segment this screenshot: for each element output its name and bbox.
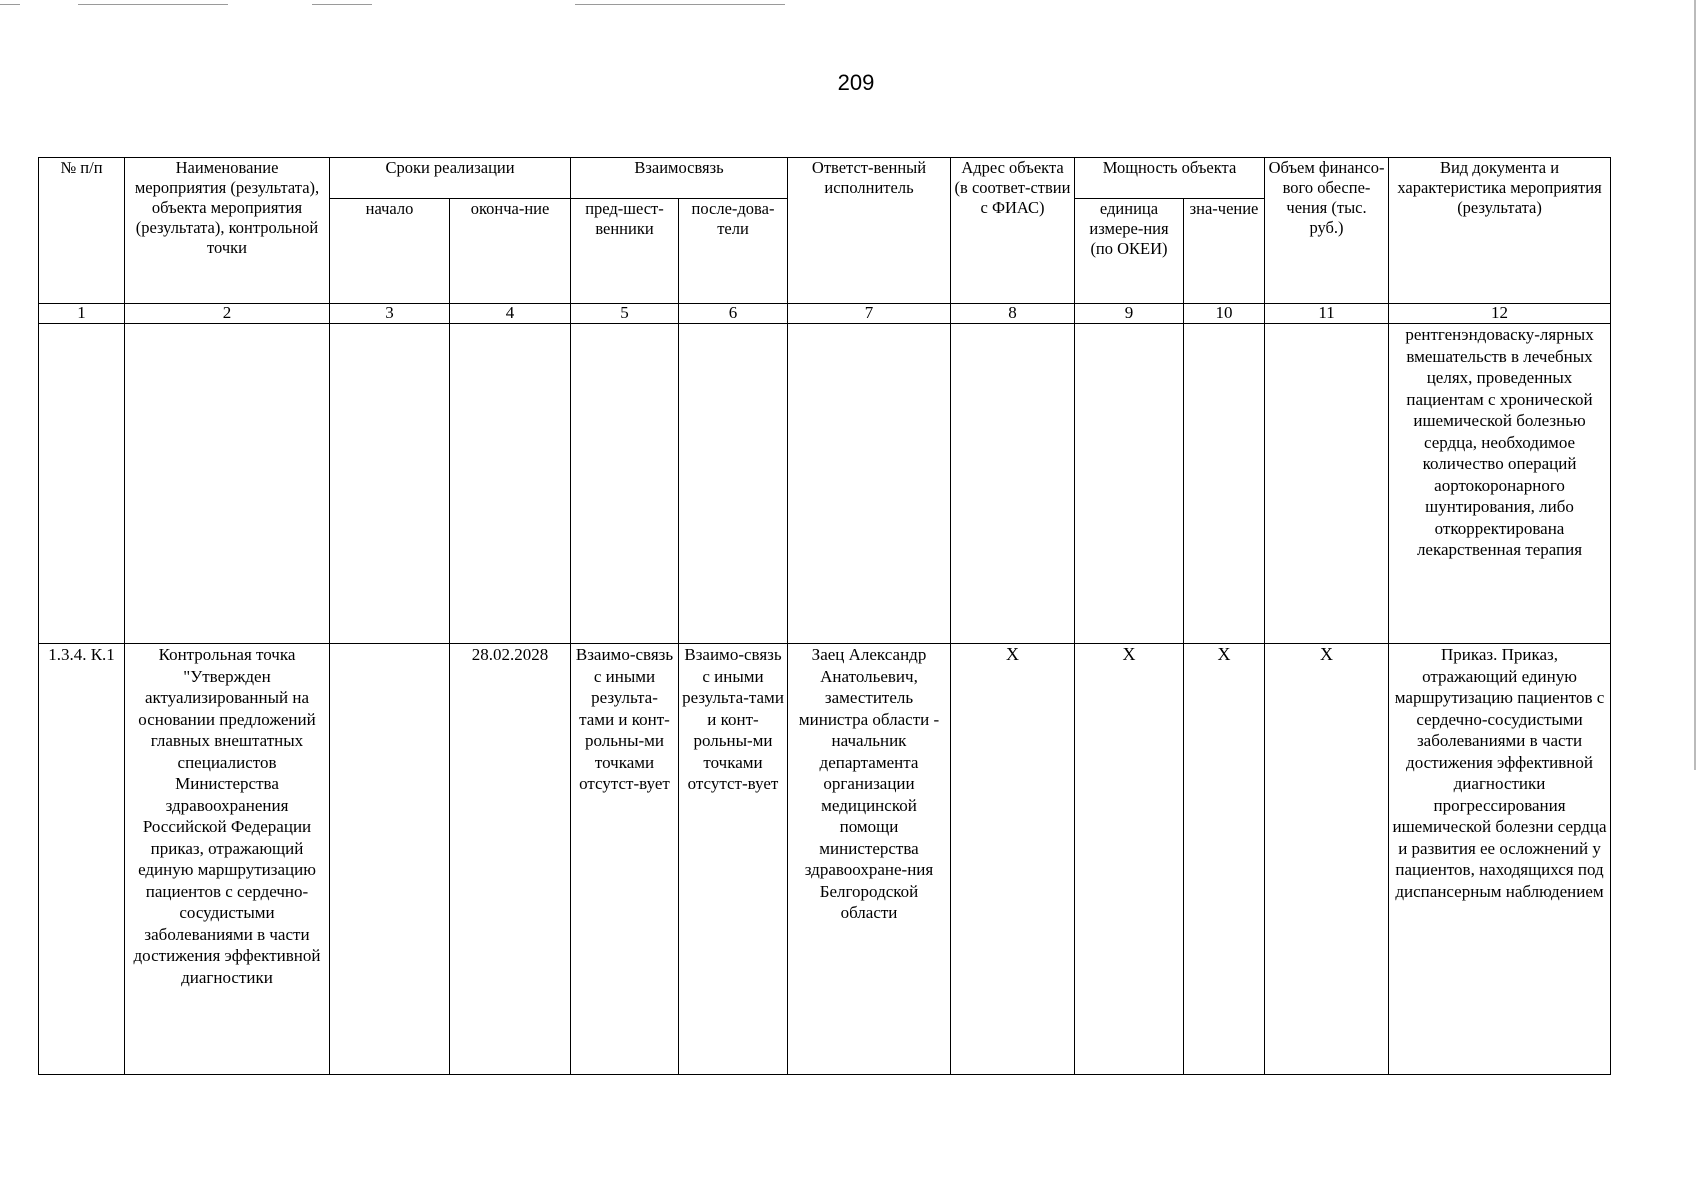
cell-empty <box>1184 324 1265 644</box>
cell-empty <box>679 324 788 644</box>
plan-table <box>38 157 1611 1075</box>
page-edge-shadow <box>1694 0 1696 770</box>
cell-responsible: Заец Александр Анатольевич, заместитель министра области - начальник департамента организации медицинской помощи министерства здравоохране-ния Белгородской области <box>788 644 951 1075</box>
cell-empty <box>1075 324 1184 644</box>
header-num: № п/п <box>39 158 125 304</box>
scan-artifact-line <box>78 4 228 5</box>
cell-empty <box>39 324 125 644</box>
cell-empty <box>330 324 450 644</box>
column-number: 6 <box>679 304 788 324</box>
column-number: 10 <box>1184 304 1265 324</box>
cell-empty <box>1265 324 1389 644</box>
column-number: 11 <box>1265 304 1389 324</box>
cell-empty <box>571 324 679 644</box>
cell-successors: Взаимо-связь с иными результа-тами и конт-рольны-ми точками отсутст-вует <box>679 644 788 1075</box>
cell-empty <box>450 324 571 644</box>
column-number: 9 <box>1075 304 1184 324</box>
cell-name: Контрольная точка "Утвержден актуализированный на основании предложений главных внештатных специалистов Министерства здравоохранения Российской Федерации приказ, отражающий единую маршрутизацию пациентов с сердечно-сосудистыми заболеваниями в части достижения эффективной диагностики <box>125 644 330 1075</box>
scan-artifact-line <box>312 4 372 5</box>
column-number: 4 <box>450 304 571 324</box>
cell-end: 28.02.2028 <box>450 644 571 1075</box>
header-relation: Взаимосвязь <box>571 158 788 199</box>
column-number: 7 <box>788 304 951 324</box>
header-responsible: Ответст-венный исполнитель <box>788 158 951 304</box>
cell-funding: X <box>1265 644 1389 1075</box>
cell-empty <box>788 324 951 644</box>
cell-empty <box>951 324 1075 644</box>
cell-address: X <box>951 644 1075 1075</box>
cell-start <box>330 644 450 1075</box>
column-number: 8 <box>951 304 1075 324</box>
scan-artifact-line <box>0 4 20 5</box>
header-address: Адрес объекта (в соответ-ствии с ФИАС) <box>951 158 1075 304</box>
cell-doc-type-continuation: рентгенэндоваску-лярных вмешательств в лечебных целях, проведенных пациентам с хронической ишемической болезнью сердца, необходимое количество операций аортокоронарного шунтирования, либо откорректирована лекарственная терапия <box>1389 324 1611 644</box>
header-doc-type: Вид документа и характеристика мероприятия (результата) <box>1389 158 1611 304</box>
page-number: 209 <box>837 70 875 95</box>
column-number: 5 <box>571 304 679 324</box>
cell-doc-type: Приказ. Приказ, отражающий единую маршрутизацию пациентов с сердечно-сосудистыми заболеваниями в части достижения эффективной диагностики прогрессирования ишемической болезни сердца и развития ее осложнений у пациентов, находящихся под диспансерным наблюдением <box>1389 644 1611 1075</box>
column-number-row <box>39 304 1611 324</box>
column-number: 1 <box>39 304 125 324</box>
scan-artifact-line <box>575 4 785 5</box>
cell-num: 1.3.4. К.1 <box>39 644 125 1075</box>
cell-empty <box>125 324 330 644</box>
cell-capacity-value: X <box>1184 644 1265 1075</box>
cell-predecessors: Взаимо-связь с иными результа-тами и конт-рольны-ми точками отсутст-вует <box>571 644 679 1075</box>
header-timing: Сроки реализации <box>330 158 571 199</box>
column-number: 3 <box>330 304 450 324</box>
header-capacity: Мощность объекта <box>1075 158 1265 199</box>
header-capacity-value: зна-чение <box>1184 199 1265 304</box>
column-number: 2 <box>125 304 330 324</box>
header-timing-start: начало <box>330 199 450 304</box>
table-row-continuation <box>39 324 1611 644</box>
header-relation-successors: после-дова-тели <box>679 199 788 304</box>
header-funding: Объем финансо-вого обеспе-чения (тыс. руб.) <box>1265 158 1389 304</box>
header-timing-end: оконча-ние <box>450 199 571 304</box>
table-row <box>39 644 1611 1075</box>
cell-capacity-unit: X <box>1075 644 1184 1075</box>
column-number: 12 <box>1389 304 1611 324</box>
header-relation-predecessors: пред-шест-венники <box>571 199 679 304</box>
header-capacity-unit: единица измере-ния (по ОКЕИ) <box>1075 199 1184 304</box>
header-name: Наименование мероприятия (результата), объекта мероприятия (результата), контрольной точки <box>125 158 330 304</box>
